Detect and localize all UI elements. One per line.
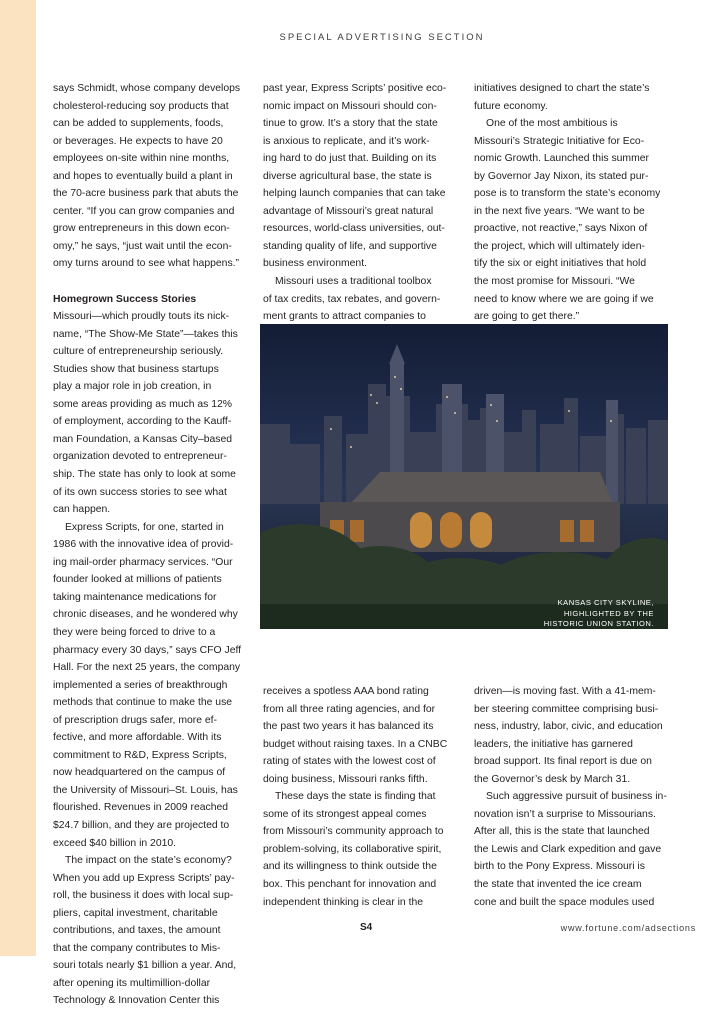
text-line: is anxious to replicate, and it’s work-: [263, 135, 430, 147]
text-line: tinue to grow. It’s a story that the state: [263, 118, 438, 130]
text-line: implemented a series of breakthrough: [53, 679, 228, 691]
text-line: ness, industry, labor, civic, and education: [474, 721, 663, 733]
text-line: center. “If you can grow companies and: [53, 205, 235, 217]
text-line: can happen.: [53, 504, 111, 516]
text-line: Hall. For the next 25 years, the company: [53, 662, 241, 674]
text-line: resources, world-class universities, out-: [263, 223, 445, 235]
text-line: initiatives designed to chart the state’s: [474, 83, 650, 94]
text-line: the most promise for Missouri. “We: [474, 276, 635, 288]
text-line: independent thinking is clear in the: [263, 896, 424, 908]
text-line: of employment, according to the Kauff-: [53, 416, 232, 428]
text-line: ship. The state has only to look at some: [53, 469, 236, 481]
text-line: fective, and more affordable. With its: [53, 732, 222, 744]
text-line: helping launch companies that can take: [263, 188, 446, 200]
text-line: driven—is moving fast. With a 41-mem-: [474, 686, 656, 697]
text-line: budget without raising taxes. In a CNBC: [263, 738, 448, 750]
text-line: ing mail-order pharmacy services. “Our: [53, 556, 233, 568]
text-line: need to know where we are going if we: [474, 293, 654, 305]
text-line: birth to the Pony Express. Missouri is: [474, 861, 645, 873]
section-header: SPECIAL ADVERTISING SECTION: [279, 32, 485, 43]
text-line: the Governor’s desk by March 31.: [474, 773, 631, 785]
text-line: in the next five years. “We want to be: [474, 205, 645, 217]
text-line: and hopes to eventually build a plant in: [53, 170, 233, 182]
text-line: play a major role in job creation, in: [53, 381, 212, 393]
text-line: says Schmidt, whose company develops: [53, 83, 241, 94]
text-line: and its willingness to think outside the: [263, 861, 437, 873]
text-line: future economy.: [474, 100, 548, 112]
text-line: After all, this is the state that launched: [474, 826, 650, 838]
text-line: after opening its multimillion-dollar: [53, 977, 211, 989]
photo-caption: [504, 598, 654, 629]
text-line: Express Scripts, for one, started in: [65, 521, 224, 533]
text-line: problem-solving, its collaborative spirit,: [263, 843, 442, 855]
text-line: cone and built the space modules used: [474, 896, 655, 908]
text-line: roll, the business it does with local sup-: [53, 890, 234, 902]
text-line: broad support. Its final report is due on: [474, 756, 652, 768]
text-line: are going to get there.”: [474, 311, 580, 323]
text-line: flourished. Revenues in 2009 reached: [53, 802, 229, 814]
text-line: organization devoted to entrepreneur-: [53, 451, 227, 463]
text-line: 1986 with the innovative idea of provid-: [53, 539, 234, 551]
subheading: Homegrown Success Stories: [53, 293, 197, 305]
text-line: pliers, capital investment, charitable: [53, 907, 218, 919]
text-line: doing business, Missouri ranks fifth.: [263, 773, 428, 785]
text-line: The impact on the state’s economy?: [65, 855, 232, 867]
footer-url: www.fortune.com/adsections: [560, 923, 696, 933]
text-line: box. This penchant for innovation and: [263, 879, 437, 891]
blank-line: [53, 273, 249, 291]
text-line: chronic diseases, and he wondered why: [53, 609, 238, 621]
text-line: pharmacy every 30 days,” says CFO Jeff: [53, 644, 242, 656]
text-line: the University of Missouri–St. Louis, has: [53, 784, 238, 796]
text-line: tify the six or eight initiatives that hold: [474, 258, 647, 270]
text-line: standing quality of life, and supportive: [263, 240, 437, 252]
text-line: commitment to R&D, Express Scripts,: [53, 749, 227, 761]
kansas-city-skyline-photo: [260, 324, 668, 629]
text-line: rating of states with the lowest cost of: [263, 756, 436, 768]
page-number: S4: [360, 922, 373, 933]
text-line: the Lewis and Clark expedition and gave: [474, 843, 662, 855]
text-line: some of its strongest appeal comes: [263, 808, 427, 820]
text-column-3-bottom: [474, 683, 670, 911]
text-line: grow entrepreneurs in this down econ-: [53, 223, 230, 235]
caption-line: HIGHLIGHTED BY THE: [563, 608, 654, 618]
text-line: culture of entrepreneurship seriously.: [53, 346, 224, 358]
text-column-3-top: [474, 80, 670, 343]
text-line: the past two years it has balanced its: [263, 721, 434, 733]
text-line: diverse agricultural base, the state is: [263, 170, 432, 182]
text-line: methods that continue to make the use: [53, 697, 233, 709]
text-line: business environment.: [263, 258, 367, 270]
text-line: leaders, the initiative has garnered: [474, 738, 633, 750]
text-line: of prescription drugs safer, more ef-: [53, 714, 218, 726]
text-line: of tax credits, tax rebates, and govern-: [263, 293, 441, 305]
text-line: ing hard to do just that. Building on its: [263, 153, 437, 165]
text-line: or beverages. He expects to have 20: [53, 135, 223, 147]
text-line: omy turns around to see what happens.”: [53, 258, 239, 270]
text-line: cholesterol-reducing soy products that: [53, 100, 229, 112]
text-line: the state that invented the ice cream: [474, 879, 642, 891]
text-line: Missouri uses a traditional toolbox: [275, 276, 432, 288]
text-line: pose is to transform the state’s economy: [474, 188, 661, 200]
text-line: employees on-site within nine months,: [53, 153, 230, 165]
text-line: Missouri’s Strategic Initiative for Eco-: [474, 135, 645, 147]
text-line: taking maintenance medications for: [53, 591, 217, 603]
text-line: omy,” he says, “just wait until the econ-: [53, 240, 232, 252]
text-line: $24.7 billion, and they are projected to: [53, 819, 230, 831]
text-column-1: [53, 80, 249, 1010]
side-color-strip: [0, 0, 36, 956]
text-line: of its own success stories to see what: [53, 486, 227, 498]
text-line: receives a spotless AAA bond rating: [263, 686, 429, 697]
text-line: ment grants to attract companies to: [263, 311, 426, 323]
text-line: When you add up Express Scripts’ pay-: [53, 872, 235, 884]
text-line: Studies show that business startups: [53, 363, 219, 375]
text-line: novation isn’t a surprise to Missourians.: [474, 808, 656, 820]
text-column-2-bottom: [263, 683, 459, 911]
text-line: These days the state is finding that: [275, 791, 436, 803]
text-line: man Foundation, a Kansas City–based: [53, 433, 233, 445]
text-line: contributions, and taxes, the amount: [53, 925, 221, 937]
text-line: name, “The Show-Me State”—takes this: [53, 328, 238, 340]
text-line: from Missouri’s community approach to: [263, 826, 444, 838]
skyline-illustration: [260, 324, 668, 629]
text-line: by Governor Jay Nixon, its stated pur-: [474, 170, 649, 182]
text-line: souri totals nearly $1 billion a year. And,: [53, 960, 237, 972]
text-line: exceed $40 billion in 2010.: [53, 837, 177, 849]
text-line: founder looked at millions of patients: [53, 574, 222, 586]
text-line: nomic impact on Missouri should con-: [263, 100, 437, 112]
text-line: they were being forced to drive to a: [53, 626, 216, 638]
text-line: Technology & Innovation Center this: [53, 995, 220, 1007]
text-line: that the company contributes to Mis-: [53, 942, 221, 954]
text-line: can be added to supplements, foods,: [53, 118, 224, 130]
caption-line: HISTORIC UNION STATION.: [543, 619, 654, 628]
text-line: now headquartered on the campus of: [53, 767, 226, 779]
text-line: nomic Growth. Launched this summer: [474, 153, 649, 165]
text-line: ber steering committee comprising busi-: [474, 703, 659, 715]
text-line: from all three rating agencies, and for: [263, 703, 436, 715]
text-line: proactive, not reactive,” says Nixon of: [474, 223, 648, 235]
text-line: advantage of Missouri’s great natural: [263, 205, 434, 217]
text-line: past year, Express Scripts’ positive eco-: [263, 83, 447, 94]
text-line: One of the most ambitious is: [486, 118, 618, 130]
text-line: some areas providing as much as 12%: [53, 398, 233, 410]
text-line: Such aggressive pursuit of business in-: [486, 791, 667, 803]
caption-line: KANSAS CITY SKYLINE,: [557, 598, 654, 607]
text-column-2-top: [263, 80, 459, 343]
text-line: the 70-acre business park that abuts the: [53, 188, 239, 200]
text-line: Missouri—which proudly touts its nick-: [53, 311, 230, 323]
text-line: the project, which will ultimately iden-: [474, 240, 645, 252]
